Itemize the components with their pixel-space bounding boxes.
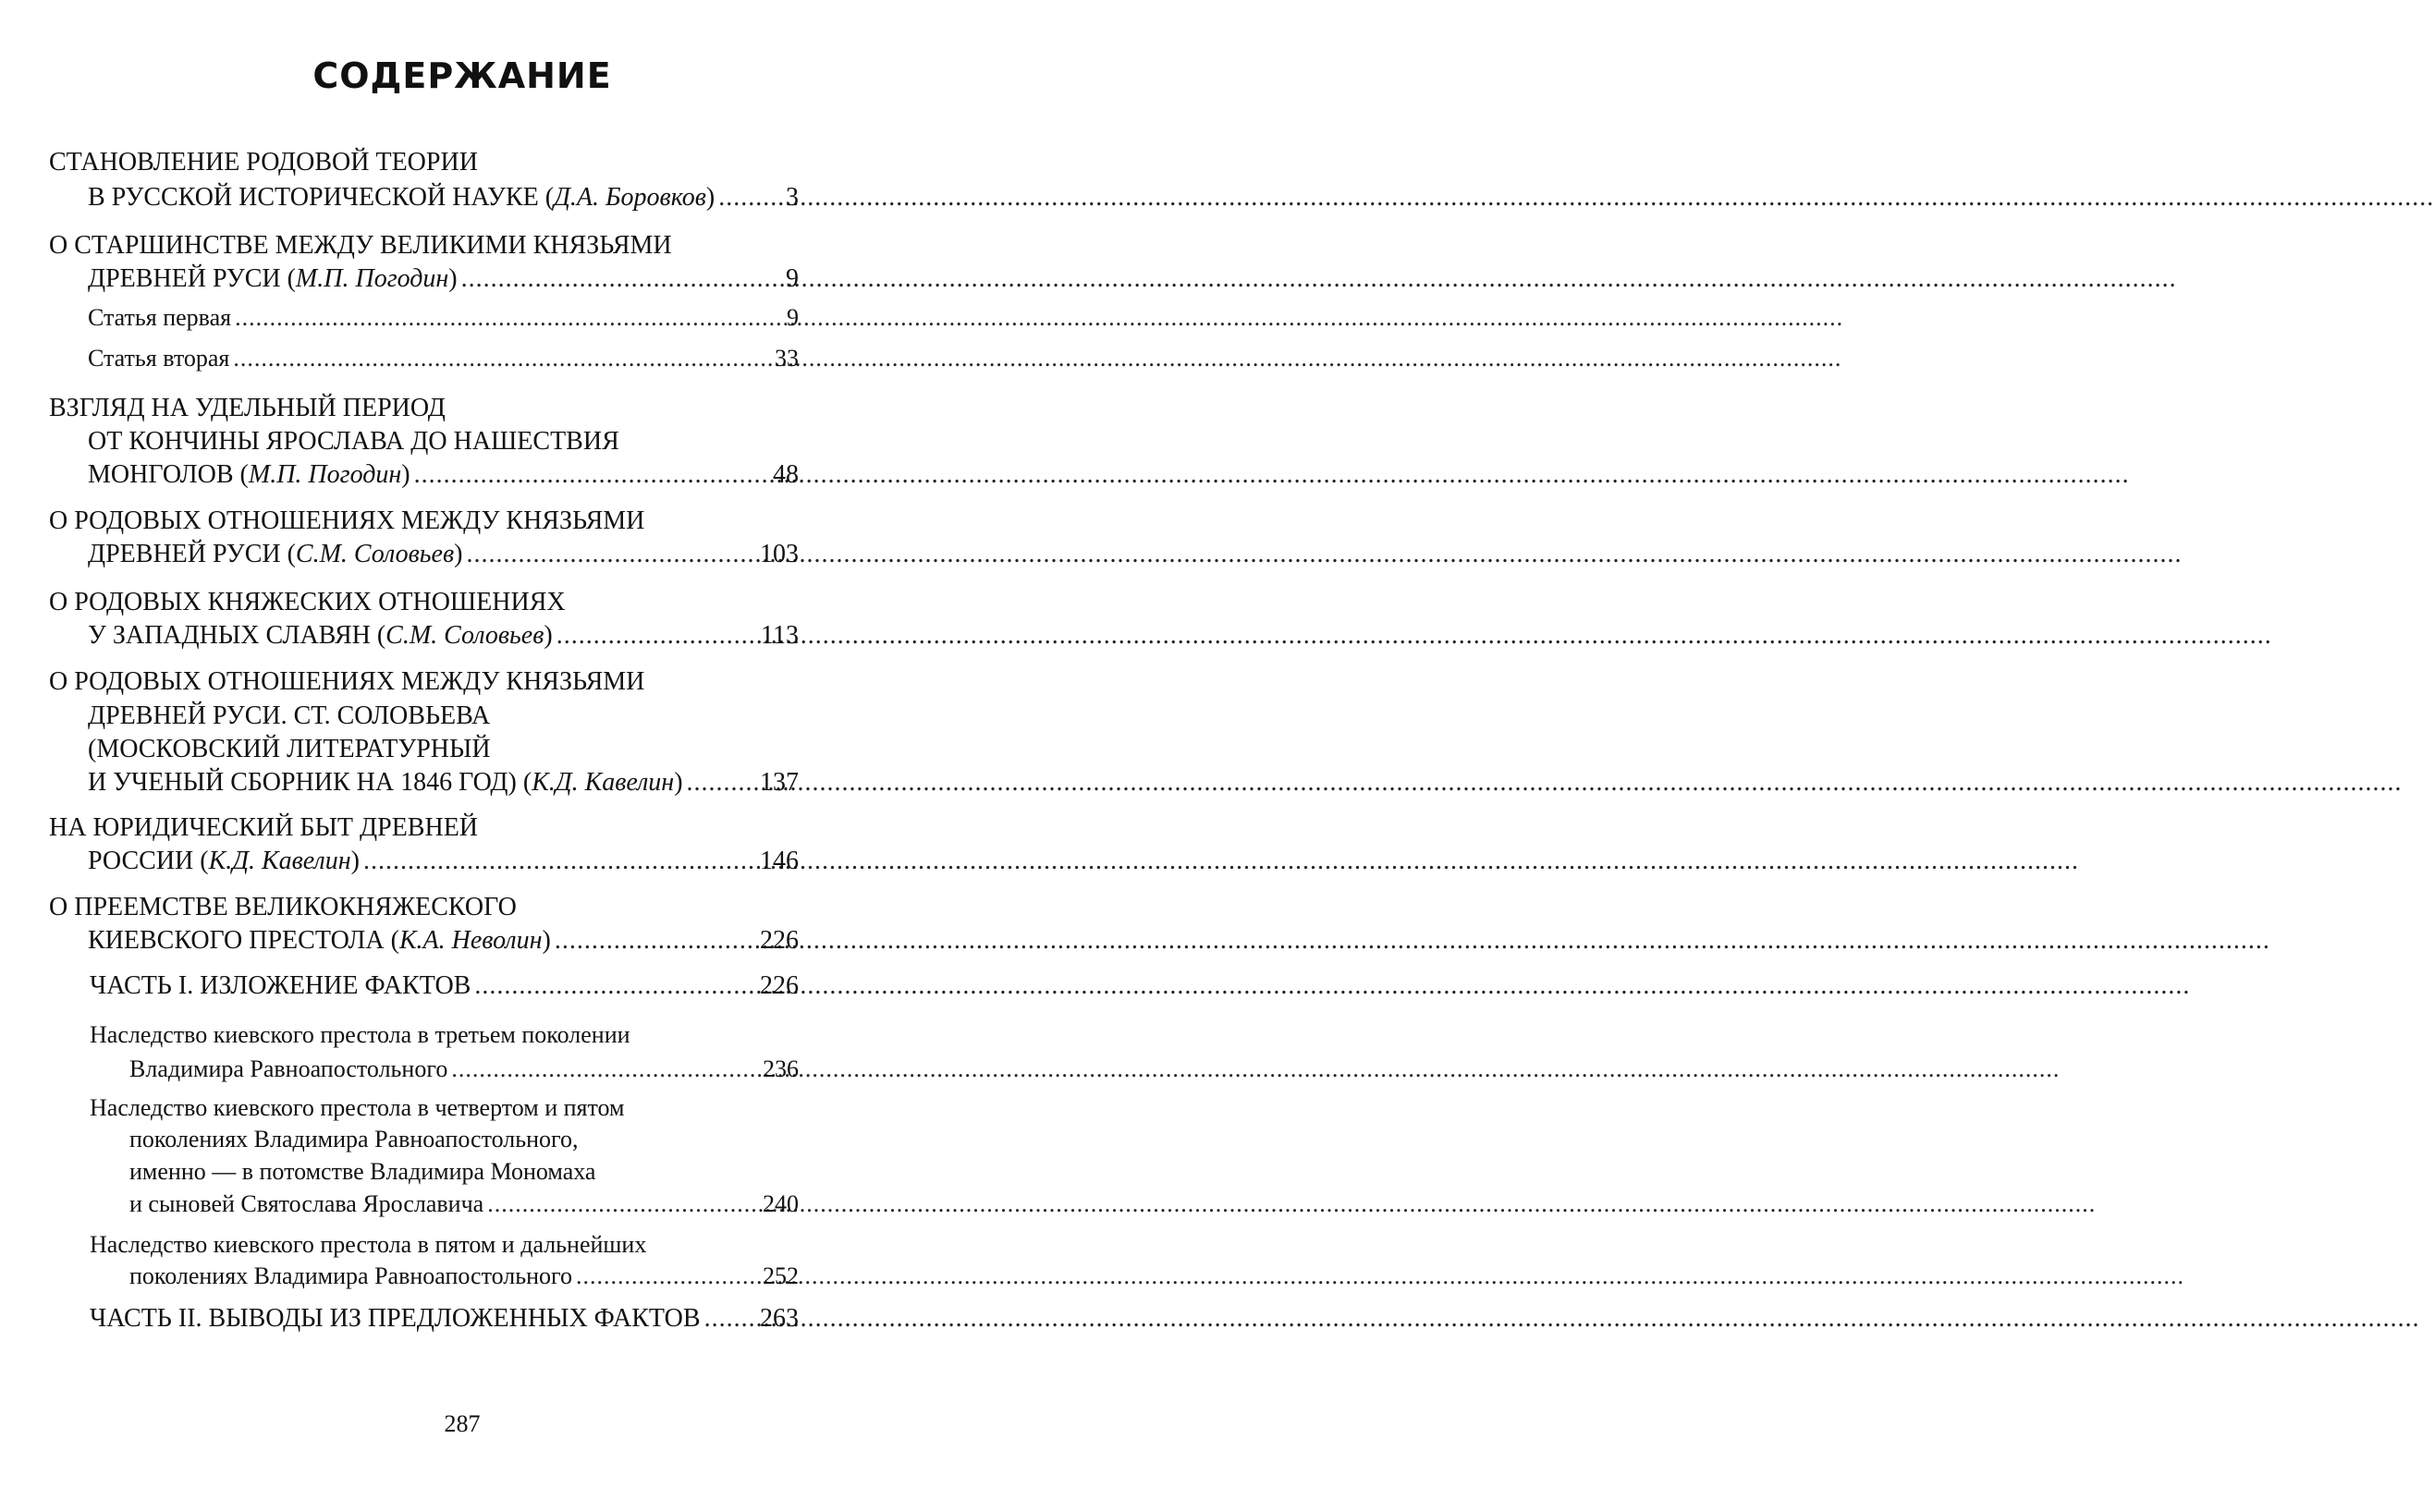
toc-line-text: именно — в потомстве Владимира Мономаха xyxy=(129,1158,596,1185)
page-title: СОДЕРЖАНИЕ xyxy=(312,55,612,96)
toc-page-number: 33 xyxy=(775,345,799,372)
toc-line-text: ДРЕВНЕЙ РУСИ (М.П. Погодин) xyxy=(88,264,458,293)
toc-line-text: ДРЕВНЕЙ РУСИ (С.М. Соловьев) xyxy=(88,540,463,568)
toc-entry[interactable] xyxy=(49,665,799,699)
toc-page-number: 236 xyxy=(763,1055,799,1082)
toc-title-text: ДРЕВНЕЙ РУСИ xyxy=(88,264,281,293)
toc-line-text: Наследство киевского престола в пятом и дальнейших xyxy=(90,1231,647,1258)
toc-line-text: поколениях Владимира Равноапостольного, xyxy=(129,1126,579,1152)
dot-leader xyxy=(233,342,771,375)
toc-entry[interactable] xyxy=(88,425,799,458)
toc-subentry[interactable] xyxy=(88,342,799,375)
toc-entry[interactable] xyxy=(88,766,799,799)
toc-section[interactable] xyxy=(129,1155,799,1189)
toc-entry[interactable] xyxy=(88,845,799,878)
toc-title-text: И УЧЕНЫЙ СБОРНИК НА 1846 ГОД) xyxy=(88,768,517,797)
toc-line-text: Наследство киевского престола в третьем поколении xyxy=(90,1021,630,1048)
toc-line-text: У ЗАПАДНЫХ СЛАВЯН (С.М. Соловьев) xyxy=(88,621,553,650)
toc-entry[interactable] xyxy=(49,891,799,924)
toc-entry[interactable] xyxy=(49,392,799,425)
toc-line-text xyxy=(88,342,229,375)
toc-section[interactable] xyxy=(129,1053,799,1086)
toc-line-text: О РОДОВЫХ ОТНОШЕНИЯХ МЕЖДУ КНЯЗЬЯМИ xyxy=(49,506,645,535)
toc-entry[interactable] xyxy=(88,181,799,214)
toc-author: С.М. Соловьев xyxy=(385,621,544,650)
toc-title-text: МОНГОЛОВ xyxy=(88,460,234,489)
toc-title-text: В РУССКОЙ ИСТОРИЧЕСКОЙ НАУКЕ xyxy=(88,183,539,212)
toc-page-number: 146 xyxy=(760,847,799,875)
toc-title-text: поколениях Владимира Равноапостольного xyxy=(129,1262,573,1289)
dot-leader xyxy=(474,969,756,1003)
toc-line-text: ОТ КОНЧИНЫ ЯРОСЛАВА ДО НАШЕСТВИЯ xyxy=(88,427,619,456)
toc-entry[interactable] xyxy=(49,505,799,538)
toc-line-text: ДРЕВНЕЙ РУСИ. СТ. СОЛОВЬЕВА xyxy=(88,701,491,730)
toc-line-text: (МОСКОВСКИЙ ЛИТЕРАТУРНЫЙ xyxy=(88,735,491,763)
toc-page-number: 263 xyxy=(760,1304,799,1333)
toc-line-text: О РОДОВЫХ ОТНОШЕНИЯХ МЕЖДУ КНЯЗЬЯМИ xyxy=(49,667,645,696)
toc-title-text: Статья первая xyxy=(88,304,232,331)
toc-section[interactable] xyxy=(90,1228,799,1262)
page-number: 287 xyxy=(444,1410,481,1437)
toc-line-text xyxy=(129,1260,572,1293)
toc-title-text: Владимира Равноапостольного xyxy=(129,1055,448,1082)
dot-leader xyxy=(704,1302,756,1335)
toc-page-number: 48 xyxy=(773,460,799,489)
toc-entry[interactable] xyxy=(88,924,799,957)
dot-leader xyxy=(235,301,783,335)
toc-line-text: НА ЮРИДИЧЕСКИЙ БЫТ ДРЕВНЕЙ xyxy=(49,813,479,842)
dot-leader xyxy=(466,538,756,571)
toc-page xyxy=(0,0,924,1512)
toc-line-text: О СТАРШИНСТВЕ МЕЖДУ ВЕЛИКИМИ КНЯЗЬЯМИ xyxy=(49,231,672,260)
toc-title-text: и сыновей Святослава Ярославича xyxy=(129,1190,484,1217)
toc-author: М.П. Погодин xyxy=(295,264,449,293)
toc-title-text: Статья вторая xyxy=(88,345,230,372)
dot-leader xyxy=(576,1260,759,1293)
toc-section[interactable] xyxy=(129,1188,799,1221)
toc-author: К.Д. Кавелин xyxy=(208,847,351,875)
toc-line-text xyxy=(88,301,231,335)
toc-section[interactable] xyxy=(90,1091,799,1125)
toc-author: Д.А. Боровков xyxy=(554,183,706,212)
toc-entry[interactable] xyxy=(88,538,799,571)
toc-author: С.М. Соловьев xyxy=(295,540,455,568)
toc-line-text xyxy=(129,1053,447,1086)
toc-line-text: СТАНОВЛЕНИЕ РОДОВОЙ ТЕОРИИ xyxy=(49,148,478,177)
toc-title-text: КИЕВСКОГО ПРЕСТОЛА xyxy=(88,926,385,955)
toc-line-text: КИЕВСКОГО ПРЕСТОЛА (К.А. Неволин) xyxy=(88,926,551,955)
toc-entry[interactable] xyxy=(88,262,799,296)
toc-section[interactable] xyxy=(129,1260,799,1293)
dot-leader xyxy=(451,1053,759,1086)
toc-page-number: 9 xyxy=(787,304,799,331)
dot-leader xyxy=(687,766,756,799)
toc-line-text: МОНГОЛОВ (М.П. Погодин) xyxy=(88,460,410,489)
toc-line-text xyxy=(129,1188,483,1221)
toc-line-text: В РУССКОЙ ИСТОРИЧЕСКОЙ НАУКЕ (Д.А. Боровков) xyxy=(88,183,716,212)
toc-entry[interactable] xyxy=(88,700,799,733)
dot-leader xyxy=(555,924,756,957)
toc-author: М.П. Погодин xyxy=(248,460,402,489)
dot-leader xyxy=(718,181,782,214)
dot-leader xyxy=(461,262,782,296)
toc-section[interactable] xyxy=(129,1123,799,1156)
dot-leader xyxy=(487,1188,759,1221)
toc-line-text xyxy=(90,1302,701,1335)
toc-part[interactable] xyxy=(90,969,799,1003)
toc-author: К.А. Неволин xyxy=(398,926,543,955)
toc-page-number: 240 xyxy=(763,1190,799,1217)
toc-entry[interactable] xyxy=(88,619,799,652)
toc-line-text: И УЧЕНЫЙ СБОРНИК НА 1846 ГОД) (К.Д. Кавелин) xyxy=(88,768,683,797)
toc-line-text: Наследство киевского престола в четвертом и пятом xyxy=(90,1094,625,1121)
toc-entry[interactable] xyxy=(49,146,799,179)
dot-leader xyxy=(414,458,769,492)
toc-title-text: ЧАСТЬ II. ВЫВОДЫ ИЗ ПРЕДЛОЖЕННЫХ ФАКТОВ xyxy=(90,1304,701,1333)
toc-subentry[interactable] xyxy=(88,301,799,335)
dot-leader xyxy=(557,619,757,652)
dot-leader xyxy=(363,845,756,878)
toc-title-text: ДРЕВНЕЙ РУСИ xyxy=(88,540,281,568)
toc-page-number: 137 xyxy=(760,768,799,797)
table-of-contents xyxy=(0,0,924,1442)
toc-entry[interactable] xyxy=(88,458,799,492)
toc-entry[interactable] xyxy=(49,586,799,619)
toc-line-text: О ПРЕЕМСТВЕ ВЕЛИКОКНЯЖЕСКОГО xyxy=(49,893,517,921)
toc-entry[interactable] xyxy=(49,811,799,845)
toc-line-text: РОССИИ (К.Д. Кавелин) xyxy=(88,847,360,875)
toc-author: К.Д. Кавелин xyxy=(532,768,675,797)
toc-title-text: У ЗАПАДНЫХ СЛАВЯН xyxy=(88,621,371,650)
toc-page-number: 226 xyxy=(760,926,799,955)
toc-title-text: РОССИИ xyxy=(88,847,194,875)
toc-page-number: 226 xyxy=(760,971,799,1000)
toc-page-number: 252 xyxy=(763,1262,799,1289)
toc-line-text: О РОДОВЫХ КНЯЖЕСКИХ ОТНОШЕНИЯХ xyxy=(49,588,566,616)
toc-page-number: 3 xyxy=(786,183,799,212)
toc-line-text xyxy=(90,969,471,1003)
toc-section[interactable] xyxy=(90,1018,799,1052)
toc-title-text: ЧАСТЬ I. ИЗЛОЖЕНИЕ ФАКТОВ xyxy=(90,971,471,1000)
toc-page-number: 103 xyxy=(760,540,799,568)
toc-page-number: 9 xyxy=(786,264,799,293)
toc-part[interactable] xyxy=(90,1302,799,1335)
toc-page-number: 113 xyxy=(761,621,799,650)
toc-line-text: ВЗГЛЯД НА УДЕЛЬНЫЙ ПЕРИОД xyxy=(49,394,446,422)
toc-entry[interactable] xyxy=(88,733,799,766)
toc-entry[interactable] xyxy=(49,229,799,262)
